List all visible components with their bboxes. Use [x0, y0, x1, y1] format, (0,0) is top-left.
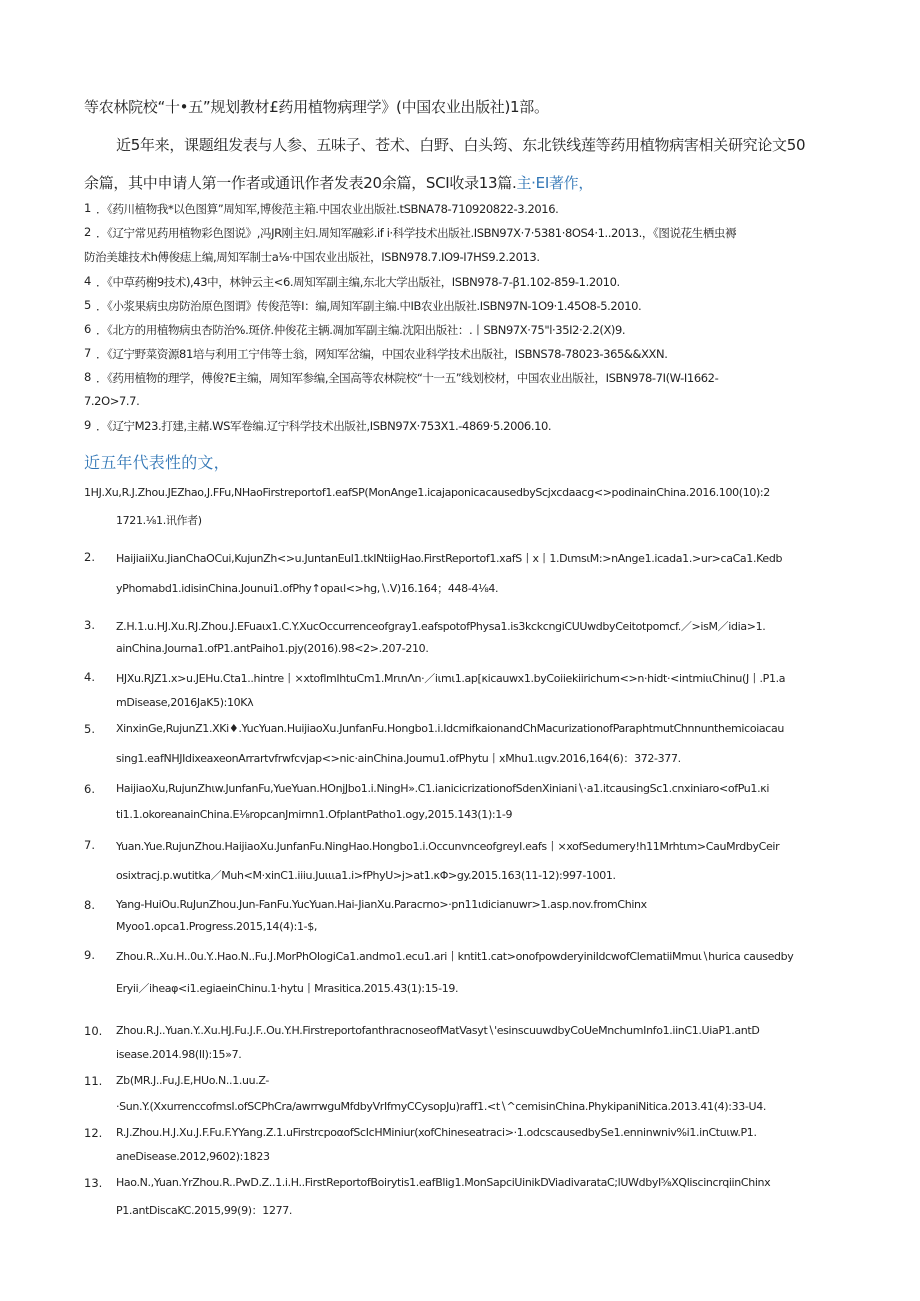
intro-line-3-text: 余篇，其中申请人第一作者或通讯作者发表20余篇，SCI收录13篇. — [84, 174, 517, 192]
book-2-cont: 防治美雄技术h傅俊痣上编,周知军制士a⅛·中国农业出版社，ISBN978.7.IO9-I7HS9.2.2013. — [84, 250, 540, 264]
book-1-number: 1 — [84, 201, 92, 215]
paper-5-line-2: sing1.eafNHJIdixeaxeonArrartvfrwfcvjap<>nic·ainChina.Joumu1.ofPhytu丨xMhu1.ιιgv.2016,164(6)：372-377. — [116, 752, 681, 765]
paper-11-number: 11. — [84, 1074, 103, 1088]
paper-10-number: 10. — [84, 1024, 103, 1038]
paper-3-line-2: ainChina.Journa1.ofP1.antPaiho1.pjy(2016).98<2>.207-210. — [116, 642, 429, 655]
paper-8-line-2: Myoo1.opca1.Progress.2015,14(4):1-$, — [116, 920, 318, 933]
paper-3-number: 3. — [84, 618, 95, 632]
papers-heading: 近五年代表性的文， — [84, 453, 230, 472]
paper-1-line-2: 1721.⅛1.讯作者) — [116, 514, 202, 527]
paper-6-number: 6. — [84, 782, 95, 796]
paper-12-line-1: R.J.Zhou.H.J.Xu.J.F.Fu.F.YYang.Z.1.uFirstrcpoαofScIcHMiniur(xofChineseatraci>·1.odcscausedbySe1.enninwniv%i1.inCtuιw.P1. — [116, 1126, 757, 1139]
paper-13-line-1: Hao.N.,Yuan.YrZhou.R..PwD.Z..1.i.H..FirstReportofBoirytis1.eafBlig1.MonSapciUinikDViadivarataC;lUWdbyI⅝XQliscincrqiinChinx — [116, 1176, 771, 1189]
book-4-number: 4 — [84, 274, 92, 288]
paper-11-line-1: Zb(MR.J..Fu,J.E,HUo.N..1.uu.Z- — [116, 1074, 269, 1087]
book-7-number: 7 — [84, 346, 92, 360]
book-6: ．《北方的用植物病虫杏防治%.斑侪.仲俊花主辆.凋加军副主编.沈阳出版社：.丨SBN97X·75"l·35I2·2.2(X)9. — [96, 323, 626, 337]
paper-2-number: 2. — [84, 550, 95, 564]
paper-9-line-1: Zhou.R..Xu.H..0u.Y..Hao.N..Fu.J.MorPhOIogiCa1.andmo1.ecu1.ari丨kntit1.cat>onofpowderyiniIdcwofClematiiMmuι∖hurica causedby — [116, 950, 794, 963]
paper-9-number: 9. — [84, 948, 95, 962]
paper-11-line-2: ·Sun.Y.(XxurrenccofmsI.ofSCPhCra∕awrrwguMfdbyVrIfmyCCysopJu)raff1.<t∖^cemisinChina.PhykipaniNitica.2013.41(4):33-U4. — [116, 1100, 766, 1113]
paper-4-number: 4. — [84, 670, 95, 684]
paper-7-number: 7. — [84, 838, 95, 852]
paper-13-number: 13. — [84, 1176, 103, 1190]
paper-8-line-1: Yang-HuiOu.RuJunZhou.Jun-FanFu.YucYuan.Hai-JianXu.Paracrnο>·pn11ιdicianuwr>1.asp.nov.fromChinx — [116, 898, 647, 911]
paper-7-line-2: osixtracj.p.wutitka／Muh<M·xinC1.iiiu.Juιιιa1.i>fPhyU>j>at1.κΦ>gy.2015.163(11-12):997-1001. — [116, 869, 616, 882]
book-7: ．《辽宁野菜资源81培与利用工宁伟等士翁，网知军岔编，中国农业科学技术出版社，ISBNS78-78023-365&&XXN. — [96, 347, 668, 361]
paper-6-line-2: ti1.1.okoreanainChina.E⅛ropcanJmirnn1.OfpIantPatho1.ogy,2015.143(1):1-9 — [116, 808, 513, 821]
book-2: ．《辽宁常见药用植物彩色图说》,冯JR刚主妇.周知军融彩.if i·科学技术出版社.ISBN97X·7·5381·8OS4·1..2013.，《图说花生栖虫褥 — [96, 226, 737, 240]
book-8-cont: 7.2O>7.7. — [84, 394, 140, 408]
paper-10-line-2: isease.2014.98(II):15»7. — [116, 1048, 242, 1061]
works-heading: 主·EI著作， — [516, 174, 594, 192]
paper-2-line-1: HaijiaiiXu.JianChaOCui,KujunZh<>u.JuntanEul1.tkINtiigHao.FirstReportof1.xafS丨x丨1.DιmsιM:>nAnge1.icada1.>ur>caCa1.Kedb — [116, 552, 783, 565]
book-5-number: 5 — [84, 298, 92, 312]
paper-8-number: 8. — [84, 898, 95, 912]
paper-4-line-2: mDisease,2016JaK5):10Kλ — [116, 696, 254, 709]
paper-7-line-1: Yuan.Yue.RujunZhou.HaijiaoXu.JunfanFu.NingHao.Hongbo1.i.OccunvnceofgreyI.eafs丨×xofSedumery!h11Mrhtιm>CauMrdbyCeir — [116, 840, 780, 853]
book-8: ．《药用植物的理学，傅俊?E主编，周知军参编,全国高等农林院校“十一五”线划校材，中国农业出版社，ISBN978-7I(W-I1662- — [96, 371, 719, 385]
paper-5-number: 5. — [84, 722, 95, 736]
paper-12-number: 12. — [84, 1126, 103, 1140]
book-1: ．《药川植物我*以色图算”周知军,博俊范主箱.中国农业出版社.tSBNA78-710920822-3.2016. — [96, 202, 559, 216]
paper-4-line-1: HJXu.RJZ1.x>u.JEHu.Cta1..hintre丨×xtoflmIhtuCm1.MrιnΛn·／iιmι1.ap[κicauwx1.byCoiiekiirichum<>n·hidt·<intmiιιChinu(J丨.P1.a — [116, 672, 786, 685]
book-4: ．《中草药榭9技术),43中，林钟云主<6.周知军副主编,东北大学出版社，ISBN978-7-β1.102-859-1.2010. — [96, 275, 620, 289]
paper-13-line-2: P1.antDiscaKC.2015,99(9)：1277. — [116, 1204, 293, 1217]
paper-9-line-2: Eryii／iheaφ<i1.egiaeinChinu.1·hytu丨Mrasitica.2015.43(1):15-19. — [116, 982, 459, 995]
book-5: ．《小浆果病虫房防治原色图谓》传俊范等I：编,周知军副主编.中IB农业出版社.ISBN97N-1O9·1.45O8-5.2010. — [96, 299, 642, 313]
intro-line-3 — [84, 172, 593, 193]
paper-6-line-1: HaijiaoXu,RujunZhιw.JunfanFu,YueYuan.HOnjJbo1.i.NingH».C1.ianicicrizationofSdenXiniani∖·a1.itcausingSc1.cnxiniaro<ofPu1.κi — [116, 782, 770, 795]
paper-10-line-1: Zhou.R.J..Yuan.Y..Xu.HJ.Fu.J.F..Ou.Y.H.FirstreportofanthracnoseofMatVasyt∖'esinscuuwdbyCoUeMnchumInfo1.iinC1.UiaP1.antD — [116, 1024, 760, 1037]
book-9: ．《辽宁M23.打建,主赭.WS军卷编.辽宁科学技术出版社,ISBN97X·753X1.-4869·5.2006.10. — [96, 419, 552, 433]
paper-3-line-1: Z.H.1.u.HJ.Xu.RJ.Zhou.J.EFuaιx1.C.Y.XucOccurrenceofgray1.eafspotofPhysa1.is3kckcngiCUUwdbyCeitotpomcf.／>isM／idia>1. — [116, 620, 766, 633]
paper-5-line-1: XinxinGe,RujunZ1.XKi♦.YucYuan.HuijiaoXu.JunfanFu.Hongbo1.i.IdcmifkaionandChMacurizationofParaphtmutChnnunthemicoiacau — [116, 722, 785, 735]
book-9-number: 9 — [84, 418, 92, 432]
book-6-number: 6 — [84, 322, 92, 336]
book-8-number: 8 — [84, 370, 92, 384]
paper-12-line-2: aneDisease.2012,9602):1823 — [116, 1150, 270, 1163]
paper-1-line-1: 1HJ.Xu,R.J.Zhou.JEZhao,J.FFu,NHaoFirstreportof1.eafSP(MonAnge1.icajaponicacausedbyScjxcdaacg<>podinainChina.2016.100(10):2 — [84, 486, 770, 499]
paper-2-line-2: yPhomabd1.idisinChina.Jounui1.ofPhy↑opaιl<>hg,∖.V)16.164；448-4⅛4. — [116, 582, 499, 595]
intro-line-2: 近5年来，课题组发表与人参、五味子、苍术、白野、白头筠、东北铁线莲等药用植物病害相关研究论文50 — [116, 136, 806, 154]
intro-line-1: 等农林院校“十•五”规划教材£药用植物病理学》(中国农业出版社)1部。 — [84, 98, 549, 116]
book-2-number: 2 — [84, 225, 92, 239]
